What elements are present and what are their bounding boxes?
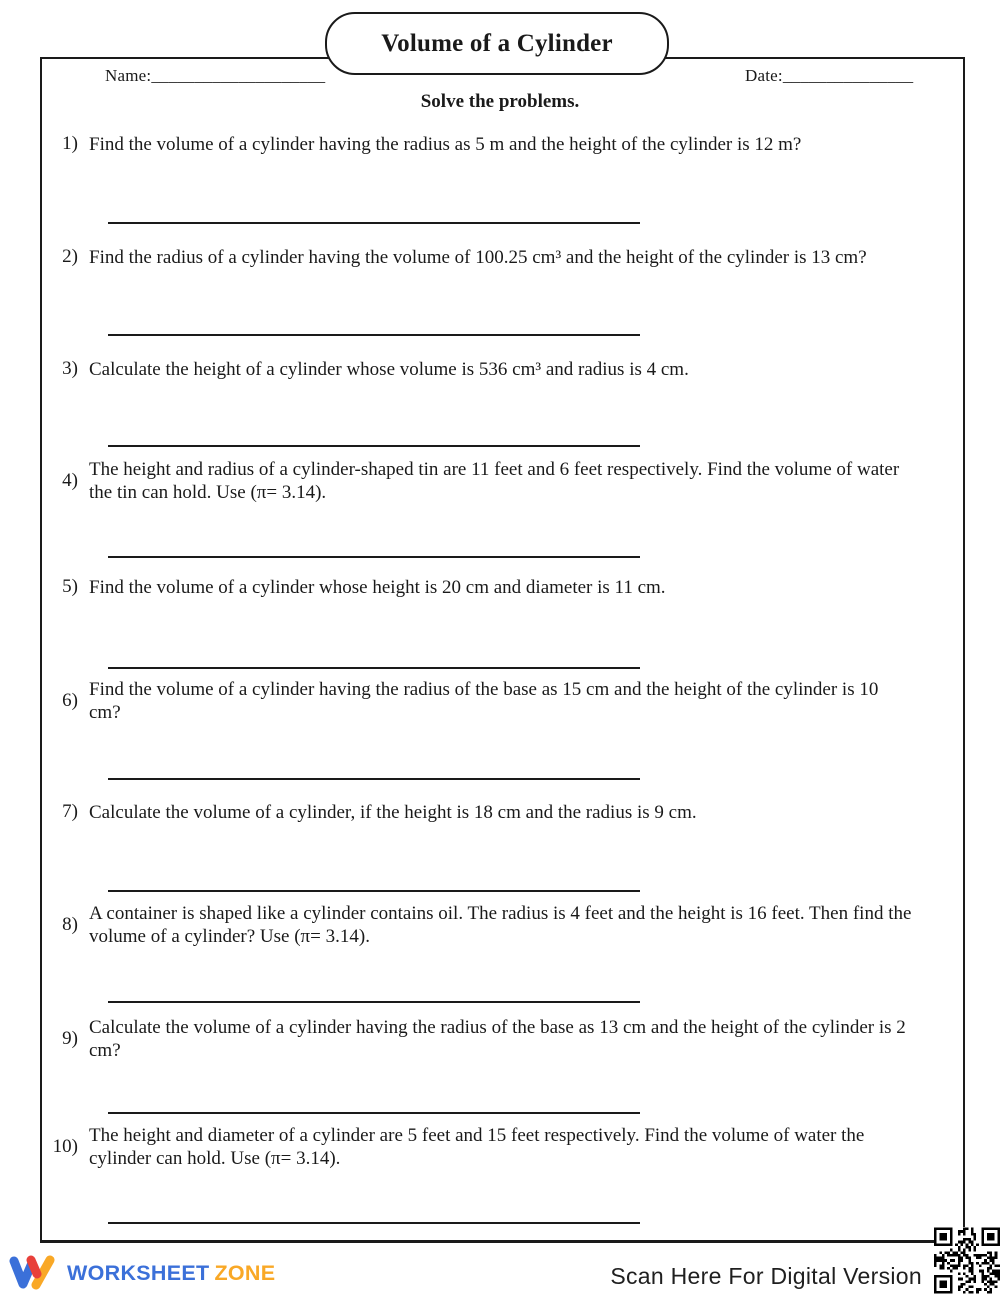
- answer-line-4[interactable]: [108, 556, 640, 558]
- problem-text: Find the volume of a cylinder having the radius of the base as 15 cm and the height of the cylinder is 10 cm?: [89, 679, 879, 723]
- problem-number: 7): [62, 801, 78, 822]
- problem-item-2: [40, 246, 920, 269]
- problem-text: Calculate the height of a cylinder whose volume is 536 cm³ and radius is 4 cm.: [89, 359, 689, 380]
- answer-line-10[interactable]: [108, 1222, 640, 1224]
- name-field[interactable]: Name:____________________: [105, 66, 326, 85]
- problem-number: 9): [62, 1028, 78, 1049]
- answer-line-7[interactable]: [108, 890, 640, 892]
- date-field[interactable]: Date:_______________: [745, 66, 914, 85]
- problem-item-3: [40, 358, 920, 381]
- problem-text: A container is shaped like a cylinder contains oil. The radius is 4 feet and the height is 16 feet. Then find the volume of a cylinder? Use (π= 3.14).: [89, 903, 912, 947]
- problem-number: 10): [52, 1136, 78, 1157]
- problem-item-8: [40, 902, 920, 948]
- instruction-text: Solve the problems.: [420, 91, 580, 112]
- problem-item-6: [40, 678, 920, 724]
- problem-number: 5): [62, 576, 78, 597]
- problem-number: 1): [62, 133, 78, 154]
- problem-text: Calculate the volume of a cylinder, if the height is 18 cm and the radius is 9 cm.: [89, 802, 697, 823]
- problem-text: Calculate the volume of a cylinder having the radius of the base as 13 cm and the height of the cylinder is 2 cm?: [89, 1017, 906, 1061]
- problem-text: Find the volume of a cylinder whose height is 20 cm and diameter is 11 cm.: [89, 577, 666, 598]
- answer-line-8[interactable]: [108, 1001, 640, 1003]
- problem-number: 8): [62, 914, 78, 935]
- answer-line-1[interactable]: [108, 222, 640, 224]
- problem-text: Find the volume of a cylinder having the radius as 5 m and the height of the cylinder is 12 m?: [89, 134, 802, 155]
- problem-text: The height and diameter of a cylinder are 5 feet and 15 feet respectively. Find the volume of water the cylinder can hold. Use (π= 3.14).: [89, 1125, 865, 1169]
- problem-text: Find the radius of a cylinder having the volume of 100.25 cm³ and the height of the cylinder is 13 cm?: [89, 247, 867, 268]
- title-box: [325, 12, 669, 75]
- answer-line-5[interactable]: [108, 667, 640, 669]
- problem-item-9: [40, 1016, 920, 1062]
- worksheetzone-w-icon: [8, 1252, 60, 1294]
- problem-number: 6): [62, 690, 78, 711]
- problem-item-10: [40, 1124, 920, 1170]
- scan-here-label: Scan Here For Digital Version: [610, 1263, 922, 1289]
- problem-item-1: [40, 133, 920, 156]
- answer-line-9[interactable]: [108, 1112, 640, 1114]
- problem-text: The height and radius of a cylinder-shaped tin are 11 feet and 6 feet respectively. Find the volume of water the tin can hold. Use (π= 3.14).: [89, 459, 900, 503]
- brand-worksheet: WORKSHEET: [67, 1260, 210, 1285]
- problem-number: 3): [62, 358, 78, 379]
- problem-item-4: [40, 458, 920, 504]
- answer-line-3[interactable]: [108, 445, 640, 447]
- problem-number: 4): [62, 470, 78, 491]
- brand-text: [67, 1261, 275, 1286]
- brand-zone: ZONE: [214, 1260, 276, 1285]
- page-title: Volume of a Cylinder: [381, 29, 613, 57]
- problem-item-7: [40, 801, 920, 824]
- answer-line-6[interactable]: [108, 778, 640, 780]
- qr-code: [934, 1227, 1000, 1294]
- worksheetzone-logo: [8, 1252, 275, 1294]
- answer-line-2[interactable]: [108, 334, 640, 336]
- page-border: [40, 57, 965, 1243]
- problem-number: 2): [62, 246, 78, 267]
- problem-item-5: [40, 576, 920, 599]
